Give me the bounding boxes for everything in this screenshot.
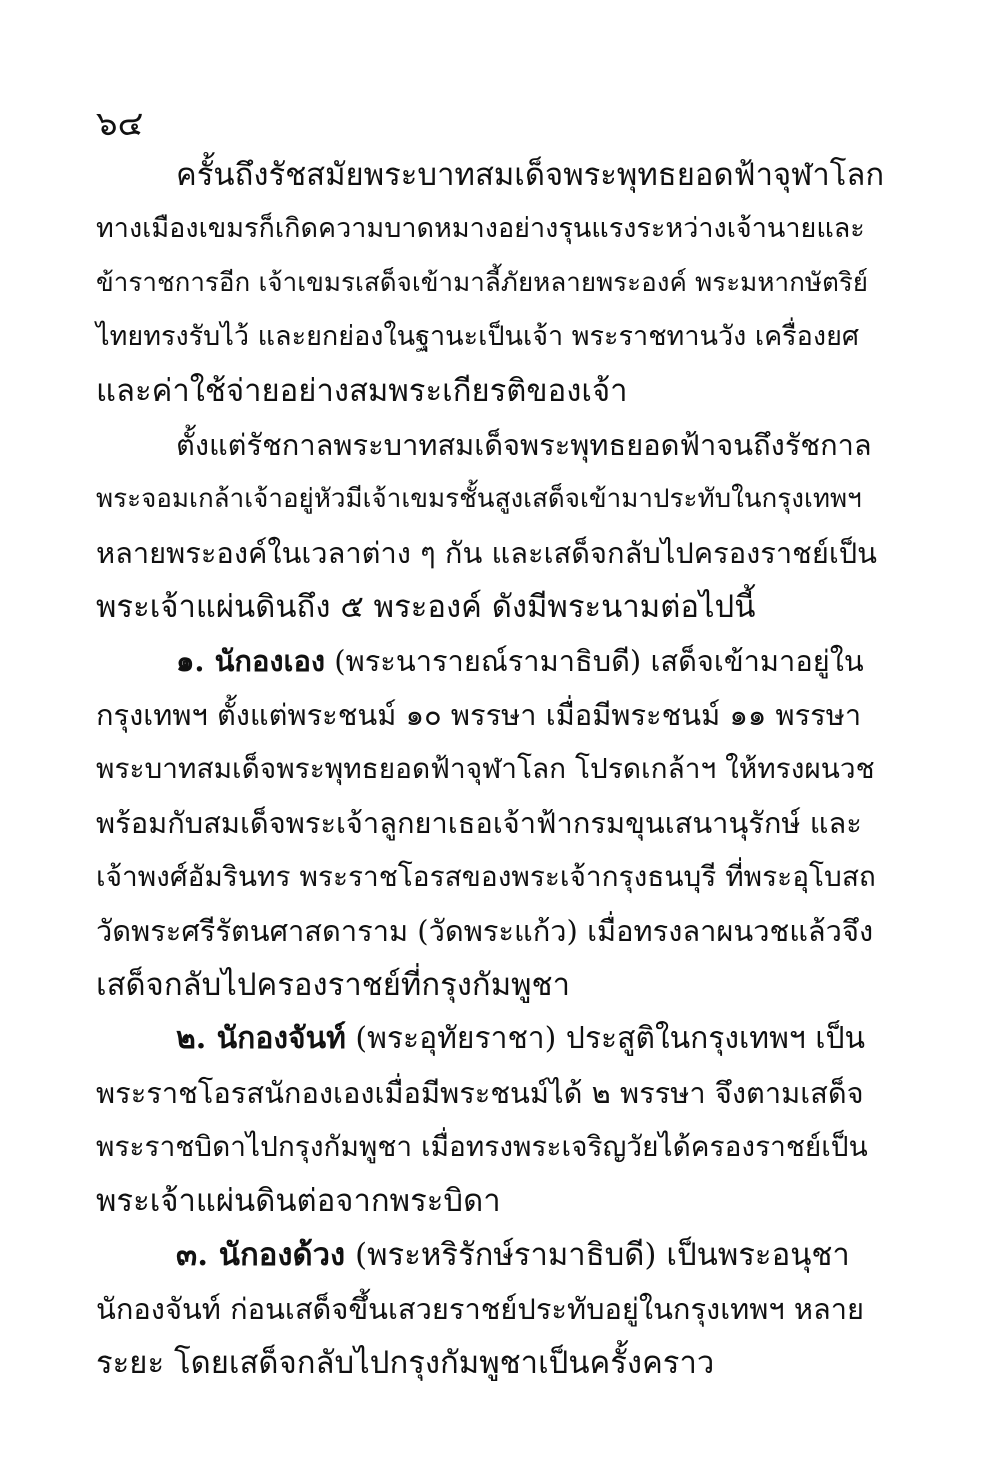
text-line [96,148,886,202]
line-text: พร้อมกับสมเด็จพระเจ้าลูกยาเธอเจ้าฟ้ากรมขุนเสนานุรักษ์ และ [96,806,862,840]
item-heading: ๒. นักองจันท์ [176,1021,346,1056]
text-line [96,256,886,310]
text-line [96,580,886,634]
text-line [96,1012,886,1066]
text-line [96,310,886,364]
text-line [96,1282,886,1336]
line-text: กรุงเทพฯ ตั้งแต่พระชนม์ ๑๐ พรรษา เมื่อมีพระชนม์ ๑๑ พรรษา [96,698,862,732]
line-text: พระเจ้าแผ่นดินต่อจากพระบิดา [96,1183,501,1219]
line-text: เสด็จกลับไปครองราชย์ที่กรุงกัมพูชา [96,967,571,1003]
line-text: พระจอมเกล้าเจ้าอยู่หัวมีเจ้าเขมรชั้นสูงเสด็จเข้ามาประทับในกรุงเทพฯ [96,484,862,514]
page-number: ๖๔ [96,104,144,144]
text-line [96,472,886,526]
text-line [96,418,886,472]
line-text: ข้าราชการอีก เจ้าเขมรเสด็จเข้ามาลี้ภัยหลายพระองค์ พระมหากษัตริย์ [96,268,869,298]
line-text: พระราชโอรสนักองเองเมื่อมีพระชนม์ได้ ๒ พรรษา จึงตามเสด็จ [96,1076,864,1110]
text-line [96,202,886,256]
item-heading: ๑. นักองเอง [176,644,326,678]
text-line [96,1336,886,1390]
line-text: ครั้นถึงรัชสมัยพระบาทสมเด็จพระพุทธยอดฟ้าจุฬาโลก [176,157,885,193]
line-text: พระราชบิดาไปกรุงกัมพูชา เมื่อทรงพระเจริญวัยได้ครองราชย์เป็น [96,1130,868,1163]
text-line [96,742,886,796]
line-text: ตั้งแต่รัชกาลพระบาทสมเด็จพระพุทธยอดฟ้าจนถึงรัชกาล [176,428,872,462]
text-line [96,634,886,688]
line-text: พระเจ้าแผ่นดินถึง ๕ พระองค์ ดังมีพระนามต่อไปนี้ [96,589,756,625]
line-text: และค่าใช้จ่ายอย่างสมพระเกียรติของเจ้า [96,373,628,409]
text-line [96,1066,886,1120]
line-text: นักองจันท์ ก่อนเสด็จขึ้นเสวยราชย์ประทับอยู่ในกรุงเทพฯ หลาย [96,1292,865,1326]
text-line [96,958,886,1012]
line-text: (พระนารายณ์รามาธิบดี) เสด็จเข้ามาอยู่ใน [325,644,864,678]
line-text: พระบาทสมเด็จพระพุทธยอดฟ้าจุฬาโลก โปรดเกล้าฯ ให้ทรงผนวช [96,752,875,785]
line-text: (พระอุทัยราชา) ประสูติในกรุงเทพฯ เป็น [345,1021,866,1056]
text-line [96,1120,886,1174]
body-text [96,148,886,1390]
text-line [96,1228,886,1282]
text-line [96,850,886,904]
line-text: วัดพระศรีรัตนศาสดาราม (วัดพระแก้ว) เมื่อทรงลาผนวชแล้วจึง [96,914,874,948]
line-text: ทางเมืองเขมรก็เกิดความบาดหมางอย่างรุนแรงระหว่างเจ้านายและ [96,213,865,244]
line-text: เจ้าพงศ์อัมรินทร พระราชโอรสของพระเจ้ากรุงธนบุรี ที่พระอุโบสถ [96,860,876,893]
text-line [96,1174,886,1228]
line-text: ระยะ โดยเสด็จกลับไปกรุงกัมพูชาเป็นครั้งคราว [96,1345,715,1381]
text-line [96,688,886,742]
text-line [96,364,886,418]
item-heading: ๓. นักองด้วง [176,1237,346,1273]
line-text: ไทยทรงรับไว้ และยกย่องในฐานะเป็นเจ้า พระราชทานวัง เครื่องยศ [96,321,860,352]
text-line [96,526,886,580]
text-line [96,904,886,958]
line-text: หลายพระองค์ในเวลาต่าง ๆ กัน และเสด็จกลับไปครองราชย์เป็น [96,536,877,570]
text-line [96,796,886,850]
line-text: (พระหริรักษ์รามาธิบดี) เป็นพระอนุชา [345,1237,850,1273]
